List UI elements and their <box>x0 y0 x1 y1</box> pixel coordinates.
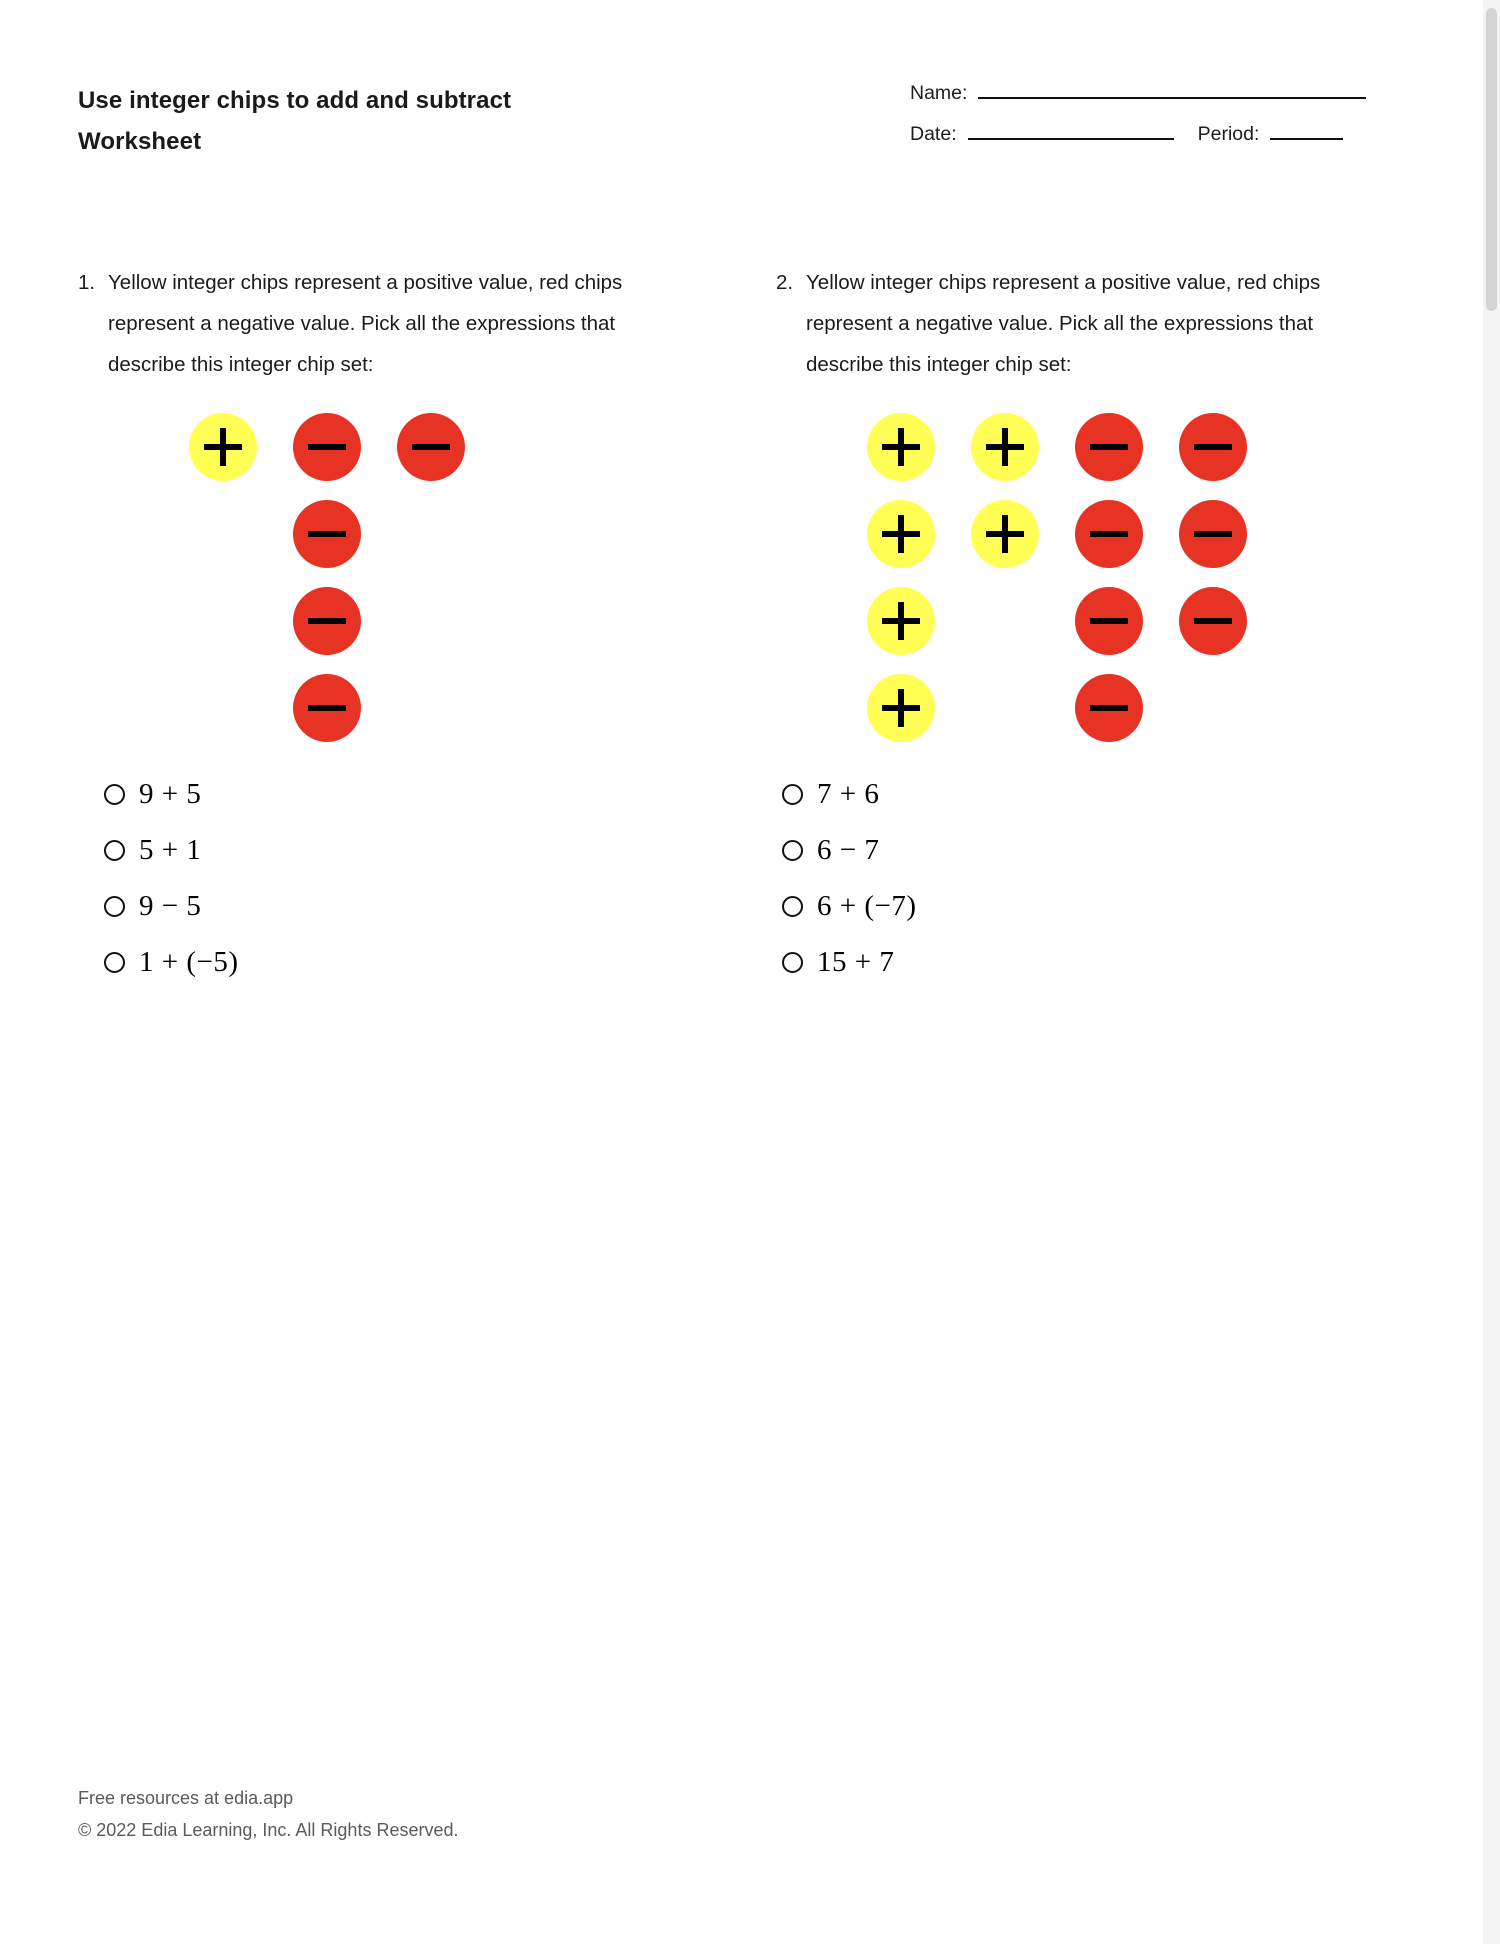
answer-option-label: 6 − 7 <box>817 833 880 866</box>
radio-button-icon[interactable] <box>782 840 803 861</box>
scrollbar-track[interactable] <box>1483 0 1500 1944</box>
negative-chip-icon <box>1179 587 1247 655</box>
negative-chip-icon <box>293 674 361 742</box>
negative-chip-icon <box>397 413 465 481</box>
chip-slot-empty <box>397 674 465 742</box>
answer-option-label: 15 + 7 <box>817 945 895 978</box>
date-period-row <box>910 123 1410 164</box>
problem-2-prompt <box>776 262 1376 385</box>
chip-slot-empty <box>397 500 465 568</box>
radio-button-icon[interactable] <box>782 784 803 805</box>
name-field-row <box>910 82 1410 123</box>
problem-1-chip-set <box>181 413 678 742</box>
period-write-line[interactable] <box>1270 138 1343 140</box>
chip-slot-empty <box>1179 674 1247 742</box>
answer-option[interactable] <box>782 878 1376 934</box>
scrollbar-thumb[interactable] <box>1486 8 1497 311</box>
student-info-block <box>910 82 1410 164</box>
radio-button-icon[interactable] <box>782 952 803 973</box>
positive-chip-icon <box>867 587 935 655</box>
negative-chip-icon <box>293 413 361 481</box>
date-write-line[interactable] <box>968 138 1174 140</box>
problem-2-text: Yellow integer chips represent a positive value, red chips represent a negative value. Pick all the expressions that describe this integer chip set: <box>806 271 1321 376</box>
answer-option-label: 9 + 5 <box>139 777 202 810</box>
problem-1-prompt <box>78 262 678 385</box>
negative-chip-icon <box>1075 500 1143 568</box>
problem-2-number: 2. <box>776 271 794 294</box>
positive-chip-icon <box>867 674 935 742</box>
page-title <box>78 80 698 162</box>
answer-option[interactable] <box>782 822 1376 878</box>
answer-option[interactable] <box>104 934 678 990</box>
radio-button-icon[interactable] <box>104 840 125 861</box>
negative-chip-icon <box>1075 674 1143 742</box>
positive-chip-icon <box>971 500 1039 568</box>
positive-chip-icon <box>971 413 1039 481</box>
negative-chip-icon <box>1179 413 1247 481</box>
radio-button-icon[interactable] <box>104 784 125 805</box>
positive-chip-icon <box>867 500 935 568</box>
answer-option-label: 9 − 5 <box>139 889 202 922</box>
problem-1-options <box>104 766 678 990</box>
chip-slot-empty <box>189 500 257 568</box>
name-write-line[interactable] <box>978 97 1366 99</box>
footer-copyright-line: © 2022 Edia Learning, Inc. All Rights Reserved. <box>78 1820 459 1840</box>
answer-option-label: 5 + 1 <box>139 833 202 866</box>
problem-1-number: 1. <box>78 271 96 294</box>
chip-slot-empty <box>189 674 257 742</box>
name-label: Name: <box>910 82 968 104</box>
chip-slot-empty <box>971 587 1039 655</box>
negative-chip-icon <box>1179 500 1247 568</box>
answer-option[interactable] <box>782 934 1376 990</box>
answer-option-label: 1 + (−5) <box>139 945 239 978</box>
problem-2-chip-set <box>859 413 1376 742</box>
answer-option[interactable] <box>104 822 678 878</box>
answer-option[interactable] <box>782 766 1376 822</box>
title-line-2: Worksheet <box>78 128 202 155</box>
footer <box>78 1782 458 1846</box>
positive-chip-icon <box>867 413 935 481</box>
negative-chip-icon <box>1075 587 1143 655</box>
footer-resources-line: Free resources at edia.app <box>78 1788 294 1808</box>
period-label: Period: <box>1197 123 1260 145</box>
radio-button-icon[interactable] <box>104 896 125 917</box>
problem-1 <box>78 262 678 990</box>
problem-2-options <box>782 766 1376 990</box>
title-line-1: Use integer chips to add and subtract <box>78 87 512 114</box>
radio-button-icon[interactable] <box>104 952 125 973</box>
chip-slot-empty <box>397 587 465 655</box>
date-label: Date: <box>910 123 957 145</box>
worksheet-header <box>0 0 1483 175</box>
chip-slot-empty <box>189 587 257 655</box>
problem-1-text: Yellow integer chips represent a positive value, red chips represent a negative value. Pick all the expressions that describe this integer chip set: <box>108 271 623 376</box>
radio-button-icon[interactable] <box>782 896 803 917</box>
problem-2 <box>776 262 1376 990</box>
answer-option[interactable] <box>104 878 678 934</box>
positive-chip-icon <box>189 413 257 481</box>
chip-slot-empty <box>971 674 1039 742</box>
negative-chip-icon <box>1075 413 1143 481</box>
answer-option-label: 7 + 6 <box>817 777 880 810</box>
negative-chip-icon <box>293 587 361 655</box>
answer-option-label: 6 + (−7) <box>817 889 917 922</box>
negative-chip-icon <box>293 500 361 568</box>
answer-option[interactable] <box>104 766 678 822</box>
